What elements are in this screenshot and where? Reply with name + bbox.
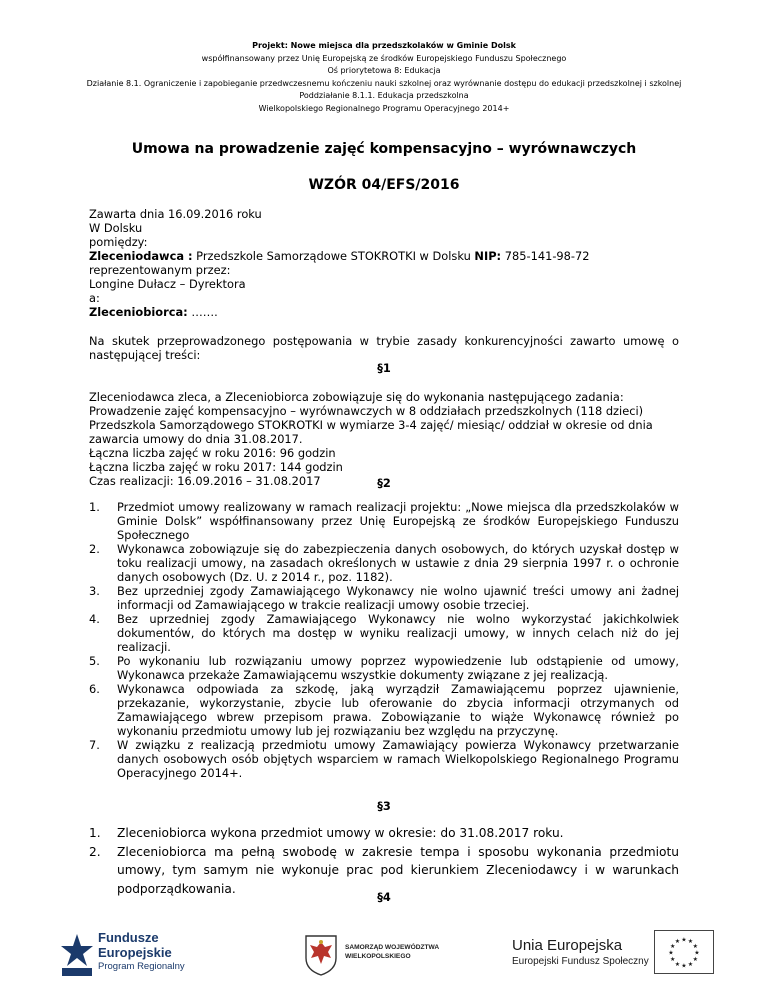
fe-line2: Europejskie — [98, 945, 172, 960]
header-subaction: Poddziałanie 8.1.1. Edukacja przedszkolna — [299, 91, 469, 101]
list-item-number: 6. — [89, 682, 100, 696]
wlkp-text — [345, 943, 439, 961]
header-project-title: Projekt: Nowe miejsca dla przedszkolaków w Gminie Dolsk — [252, 41, 516, 50]
list-item-number: 4. — [89, 612, 100, 626]
wlkp-line1: SAMORZĄD WOJEWÓDZTWA — [345, 944, 440, 951]
section-1-line: Łączna liczba zajęć w roku 2016: 96 godzin — [89, 446, 336, 460]
section-3-list — [89, 824, 679, 898]
fe-star-icon — [60, 930, 94, 978]
list-item — [89, 682, 679, 738]
list-item-text: W związku z realizacją przedmiotu umowy Zamawiający powierza Wykonawcy przetwarzanie danych osobowych osób objętych wsparciem w ramach Wielkopolskiego Regionalnego Programu Operacyjnego 2014+. — [117, 738, 679, 780]
section-3-heading: §3 — [377, 799, 391, 813]
section-1-line: Prowadzenie zajęć kompensacyjno – wyrównawczych w 8 oddziałach przedszkolnych (118 dzieci) — [89, 404, 644, 418]
list-item-number: 2. — [89, 844, 101, 859]
eu-star-icon: ★ — [692, 957, 698, 963]
fe-line1: Fundusze — [98, 930, 159, 945]
list-item-text: Wykonawca odpowiada za szkodę, jaką wyrządził Zamawiającemu poprzez ujawnienie, przekazanie, wykorzystanie, zbycie lub oferowanie do zbycia informacji otrzymanych od Zamawiającego wbrew przepisom prawa. Zobowiązanie to wiąże Wykonawcę również po wykonaniu przedmiotu umowy lub jej rozwiązaniu bez względu na przyczynę. — [117, 682, 679, 738]
list-item-number: 1. — [89, 826, 101, 840]
section-4-heading: §4 — [377, 890, 391, 904]
eu-flag-icon — [654, 930, 714, 974]
section-2-list — [89, 500, 679, 780]
eu-star-icon: ★ — [670, 944, 676, 950]
funding-logos-footer — [0, 920, 768, 994]
section-1-body — [89, 390, 679, 488]
procedure-paragraph: Na skutek przeprowadzonego postępowania w trybie zasady konkurencyjności zawarto umowę o następującej treści: — [89, 334, 679, 362]
and-label: a: — [89, 291, 100, 305]
list-item-text: Przedmiot umowy realizowany w ramach realizacji projektu: „Nowe miejsca dla przedszkolaków w Gminie Dolsk” współfinansowany przez Unię Europejską ze środków Europejskiego Funduszu Społecznego — [117, 500, 679, 542]
list-item — [89, 500, 679, 542]
list-item — [89, 654, 679, 682]
nip-value: 785-141-98-72 — [501, 249, 590, 263]
list-item-number: 5. — [89, 654, 100, 668]
list-item-number: 2. — [89, 542, 100, 556]
eu-text — [512, 936, 649, 969]
fe-text — [98, 930, 185, 974]
place: W Dolsku — [89, 221, 143, 235]
eu-star-icon: ★ — [687, 961, 694, 968]
wlkp-line2: WIELKOPOLSKIEGO — [345, 953, 411, 960]
client-name: Przedszkole Samorządowe STOKROTKI w Dolsku — [192, 249, 475, 263]
eu-line2: Europejski Fundusz Społeczny — [512, 956, 649, 967]
eu-logo — [512, 930, 712, 978]
fundusze-europejskie-logo — [60, 930, 210, 980]
list-item-number: 1. — [89, 500, 100, 514]
eu-stars — [655, 931, 713, 973]
section-1-line: Łączna liczba zajęć w roku 2017: 144 godzin — [89, 460, 343, 474]
list-item-text: Wykonawca zobowiązuje się do zabezpieczenia danych osobowych, do których uzyskał dostęp w toku realizacji umowy, na zasadach określonych w ustawie z dnia 29 sierpnia 1997 r. o ochronie danych osobowych (Dz. U. z 2014 r., poz. 1182). — [117, 542, 679, 584]
client-label: Zleceniodawca : — [89, 249, 193, 263]
wlkp-eagle-emblem-icon — [303, 934, 339, 976]
project-header — [60, 40, 708, 116]
represented-label: reprezentowanym przez: — [89, 263, 231, 277]
document-title: Umowa na prowadzenie zajęć kompensacyjno – wyrównawczych — [131, 141, 637, 157]
list-item-number: 3. — [89, 584, 100, 598]
section-1-line: Zleceniodawca zleca, a Zleceniobiorca zobowiązuje się do wykonania następującego zadania: — [89, 390, 624, 404]
list-item — [89, 542, 679, 584]
eu-star-icon: ★ — [694, 950, 700, 957]
eu-line1: Unia Europejska — [512, 937, 623, 954]
eu-star-icon: ★ — [681, 963, 687, 970]
list-item-text: Bez uprzedniej zgody Zamawiającego Wykonawcy nie wolno ujawnić treści umowy ani żadnej informacji od Zamawiającego w trakcie realizacji umowy osobie trzeciej. — [117, 584, 679, 612]
list-item — [89, 824, 679, 843]
header-cofinancing: współfinansowany przez Unię Europejską ze środków Europejskiego Funduszu Społecznego — [201, 53, 567, 63]
list-item — [89, 584, 679, 612]
eu-star-icon: ★ — [681, 937, 687, 944]
header-programme: Wielkopolskiego Regionalnego Programu Operacyjnego 2014+ — [258, 103, 510, 113]
eu-star-icon: ★ — [692, 944, 698, 950]
contractor-value: ……. — [187, 305, 218, 319]
list-item-text: Po wykonaniu lub rozwiązaniu umowy poprzez wypowiedzenie lub odstąpienie od umowy, Wykonawca przekaże Zamawiającemu wszystkie dokumenty związane z jej realizacją. — [117, 654, 679, 682]
eu-star-icon: ★ — [670, 957, 676, 963]
list-item — [89, 738, 679, 780]
representative: Longine Dułacz – Dyrektora — [89, 277, 246, 291]
document-subtitle: WZÓR 04/EFS/2016 — [308, 177, 460, 193]
list-item-text: Zleceniobiorca ma pełną swobodę w zakresie tempa i sposobu wykonania przedmiotu umowy, tym samym nie wykonuje prac pod kierunkiem Zleceniodawcy i w warunkach podporządkowania. — [117, 844, 679, 896]
fe-line3: Program Regionalny — [98, 961, 185, 972]
list-item-text: Bez uprzedniej zgody Zamawiającego Wykonawcy nie wolno wykorzystać jakichkolwiek dokumentów, do których ma dostęp w wyniku realizacji umowy, w innych celach niż do jej realizacji. — [117, 612, 679, 654]
list-item — [89, 612, 679, 654]
list-item-text: Zleceniobiorca wykona przedmiot umowy w okresie: do 31.08.2017 roku. — [117, 826, 564, 840]
wielkopolska-logo — [303, 934, 463, 974]
concluded-date: Zawarta dnia 16.09.2016 roku — [89, 207, 262, 221]
eu-star-icon: ★ — [674, 939, 681, 946]
nip-label: NIP: — [474, 249, 502, 263]
section-1-line: Czas realizacji: 16.09.2016 – 31.08.2017 — [89, 474, 321, 488]
section-1-heading: §1 — [377, 361, 391, 375]
header-action: Działanie 8.1. Ograniczenie i zapobieganie przedwczesnemu kończeniu nauki szkolnej oraz wyrównanie dostępu do edukacji przedszkolnej i szkolnej — [86, 78, 682, 88]
parties-block — [89, 207, 679, 319]
eu-star-icon: ★ — [674, 961, 681, 968]
eu-star-icon: ★ — [687, 939, 694, 946]
list-item-number: 7. — [89, 738, 100, 752]
section-2-heading: §2 — [377, 476, 391, 490]
section-1-line: Przedszkola Samorządowego STOKROTKI w wymiarze 3-4 zajęć/ miesiąc/ oddział w okresie od dnia — [89, 418, 653, 432]
section-1-line: zawarcia umowy do dnia 31.08.2017. — [89, 432, 303, 446]
eu-star-icon: ★ — [668, 950, 674, 957]
contractor-line — [89, 305, 679, 319]
header-priority-axis: Oś priorytetowa 8: Edukacja — [327, 66, 441, 76]
between-label: pomiędzy: — [89, 235, 148, 249]
client-line — [89, 249, 679, 263]
contractor-label: Zleceniobiorca: — [89, 305, 188, 319]
